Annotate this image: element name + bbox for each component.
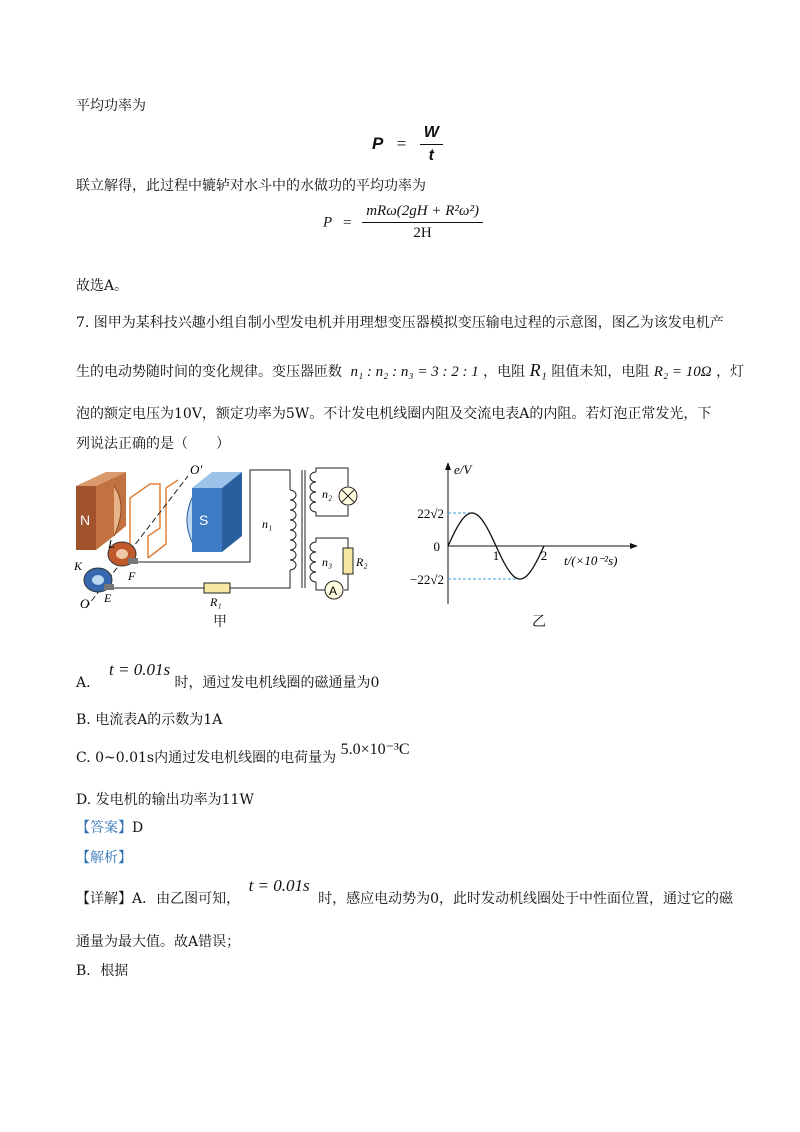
option-a bbox=[76, 660, 380, 693]
question-text: 7. 图甲为某科技兴趣小组自制小型发电机并用理想变压器模拟变压输电过程的示意图，图乙为该发电机产 bbox=[76, 315, 724, 331]
magnet-n bbox=[76, 472, 126, 550]
x-tick-label: 1 bbox=[492, 548, 500, 563]
caption-jia: 甲 bbox=[213, 614, 227, 630]
label-O: O bbox=[80, 596, 90, 611]
detail-line: B．根据 bbox=[76, 963, 129, 979]
option-d: D. 发电机的输出功率为11W bbox=[76, 792, 254, 808]
analysis-label: 【解析】 bbox=[76, 850, 132, 866]
detail-text: 时，感应电动势为0，此时发动机线圈处于中性面位置，通过它的磁 bbox=[318, 891, 733, 907]
label-F: F bbox=[128, 569, 136, 583]
x-tick-label: 2 bbox=[540, 548, 548, 563]
label-S: S bbox=[199, 512, 209, 528]
option-text: C. 0~0.01s内通过发电机线圈的电荷量为 bbox=[76, 750, 337, 766]
x-tick-label: 0 bbox=[433, 539, 440, 554]
y-tick-label: 22√2 bbox=[417, 506, 444, 521]
label-R1: R₁ bbox=[210, 595, 222, 609]
answer-line bbox=[76, 818, 143, 838]
magnet-s bbox=[187, 472, 242, 552]
denominator: t bbox=[428, 147, 434, 164]
analysis-line bbox=[76, 848, 132, 868]
option-text: 时，通过发电机线圈的磁通量为0 bbox=[174, 675, 380, 691]
text-span: 阻值未知，电阻 bbox=[551, 364, 650, 380]
label-R2: R₂ bbox=[356, 555, 368, 569]
numerator: mRω(2gH + R²ω²) bbox=[362, 203, 483, 223]
label-n2: n₂ bbox=[322, 487, 333, 501]
numerator: W bbox=[420, 124, 443, 145]
secondary-coil-n3 bbox=[310, 542, 316, 582]
option-label: A. bbox=[76, 675, 91, 691]
question-text bbox=[76, 360, 744, 382]
label-N: N bbox=[80, 512, 91, 528]
x-axis-arrow bbox=[630, 543, 638, 549]
option-c bbox=[76, 741, 410, 768]
turns-ratio: n₁ : n₂ : n₃ = 3 : 2 : 1 bbox=[350, 364, 479, 380]
option-b: B. 电流表A的示数为1A bbox=[76, 712, 223, 728]
math-charge: 5.0×10⁻³C bbox=[340, 741, 410, 758]
eq-sign: = bbox=[396, 134, 407, 153]
y-axis-label: e/V bbox=[454, 462, 472, 477]
y-axis-arrow bbox=[445, 462, 451, 470]
answer-value: D bbox=[132, 820, 144, 836]
answer-label: 【答案】 bbox=[76, 820, 132, 836]
resistor-R2 bbox=[343, 548, 353, 574]
detail-line bbox=[76, 876, 733, 909]
equation-result-power bbox=[323, 203, 483, 242]
coil-loop bbox=[130, 484, 160, 558]
label-n3: n₃ bbox=[322, 555, 333, 569]
text-line: 联立解得，此过程中辘轳对水斗中的水做功的平均功率为 bbox=[76, 178, 426, 194]
label-A: A bbox=[329, 584, 338, 598]
detail-text: A．由乙图可知， bbox=[132, 891, 241, 907]
eq-sign: = bbox=[342, 214, 352, 231]
math-time: t = 0.01s bbox=[109, 660, 171, 679]
r2-value: R₂ = 10Ω bbox=[653, 364, 712, 380]
primary-coil bbox=[290, 490, 296, 570]
figure-generator-transformer bbox=[66, 458, 386, 638]
x-axis-label: t/(×10⁻²s) bbox=[564, 553, 618, 568]
r1-symbol: R₁ bbox=[529, 360, 547, 380]
fraction bbox=[362, 203, 483, 242]
math-time: t = 0.01s bbox=[248, 876, 310, 895]
y-tick-label: −22√2 bbox=[410, 572, 444, 587]
question-text: 列说法正确的是（ ） bbox=[76, 436, 230, 452]
resistor-R1 bbox=[204, 583, 230, 593]
detail-label: 【详解】 bbox=[76, 891, 132, 907]
label-L: L bbox=[108, 537, 115, 551]
detail-line: 通量为最大值。故A错误； bbox=[76, 934, 241, 950]
fraction bbox=[420, 124, 443, 165]
caption-yi: 乙 bbox=[532, 614, 546, 630]
text-line: 平均功率为 bbox=[76, 98, 146, 114]
denominator: 2H bbox=[413, 225, 432, 241]
text-span: ，电阻 bbox=[483, 364, 526, 380]
eq-lhs: P bbox=[323, 214, 333, 231]
text-span: ，灯 bbox=[716, 364, 745, 380]
text-line: 故选A。 bbox=[76, 278, 129, 294]
label-E: E bbox=[104, 591, 112, 605]
text-span: 生的电动势随时间的变化规律。变压器匝数 bbox=[76, 364, 342, 380]
label-O-prime: O′ bbox=[190, 462, 203, 477]
emf-chart bbox=[396, 458, 646, 608]
label-n1: n₁ bbox=[262, 517, 273, 531]
question-text: 泡的额定电压为10V，额定功率为5W。不计发电机线圈内阻及交流电表A的内阻。若灯泡正常发光，下 bbox=[76, 406, 712, 422]
label-K: K bbox=[74, 559, 83, 573]
eq-lhs: P bbox=[372, 134, 384, 153]
secondary-coil-n2 bbox=[310, 472, 316, 512]
equation-average-power bbox=[372, 124, 443, 165]
